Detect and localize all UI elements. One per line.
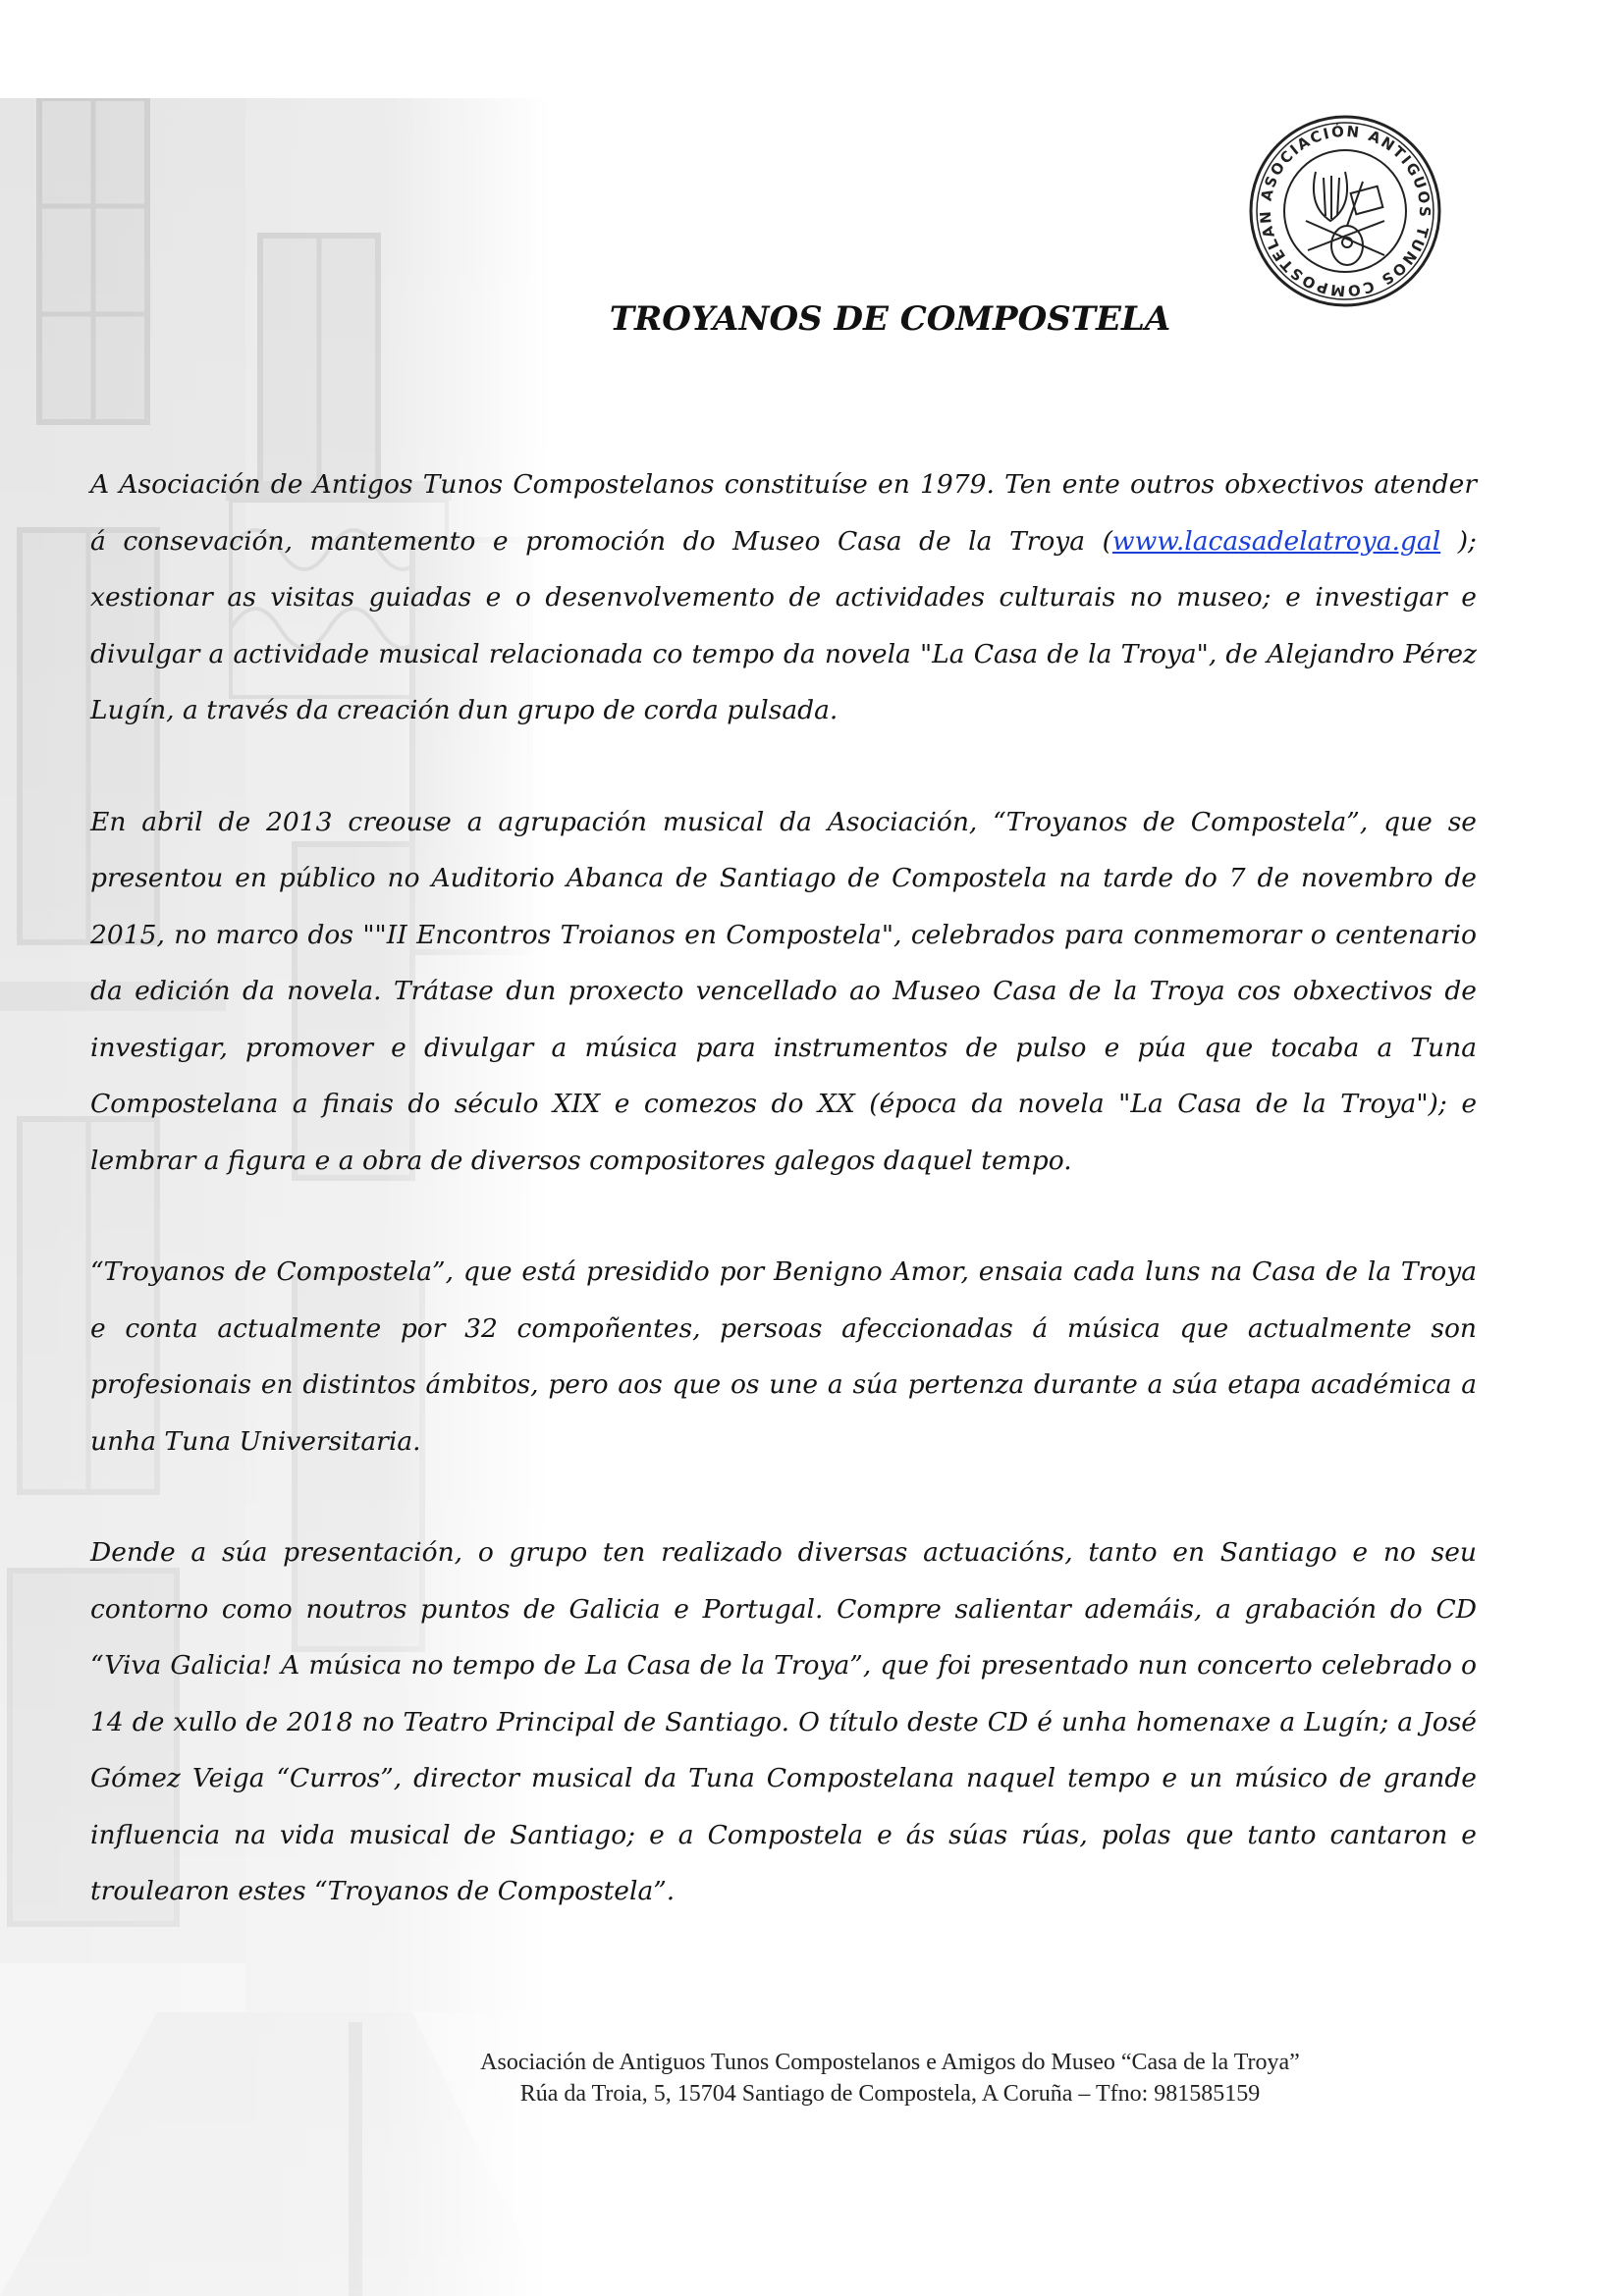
paragraph-2: En abril de 2013 creouse a agrupación musical da Asociación, “Troyanos de Compostela”, que se presentou en público no Auditorio Abanca de Santiago de Compostela na tarde do 7 de novembro de 2015, no marco dos ""II Encontros Troianos en Compostela", celebrados para conmemorar o centenario da edición da novela. Trátase dun proxecto vencellado ao Museo Casa de la Troya cos obxectivos de investigar, promover e divulgar a música para instrumentos de pulso e púa que tocaba a Tuna Compostelana a finais do século XIX e comezos do XX (época da novela "La Casa de la Troya"); e lembrar a figura e a obra de diversos compositores galegos daquel tempo.: [90, 806, 1477, 1176]
footer-association-name: Asociación de Antiguos Tunos Compostelanos e Amigos do Museo “Casa de la Troya”: [480, 2050, 1300, 2075]
paragraph-4: Dende a súa presentación, o grupo ten realizado diversas actuacións, tanto en Santiago e no seu contorno como noutros puntos de Galicia e Portugal. Compre salientar ademáis, a grabación do CD “Viva Galicia! A música no tempo de La Casa de la Troya”, que foi presentado nun concerto celebrado o 14 de xullo de 2018 no Teatro Principal de Santiago. O título deste CD é unha homenaxe a Lugín; a José Gómez Veiga “Curros”, director musical da Tuna Compostelana naquel tempo e un músico de grande influencia na vida musical de Santiago; e a Compostela e ás súas rúas, polas que tanto cantaron e troulearon estes “Troyanos de Compostela”.: [90, 1537, 1477, 1906]
paragraph-1-text-end: ); xestionar as visitas guiadas e o desenvolvemento de actividades culturais no museo; e investigar e divulgar a actividade musical relacionada co tempo da novela "La Casa de la Troya", de Alejandro Pérez Lugín, a través da creación dun grupo de corda pulsada.: [90, 525, 1477, 725]
paragraph-1: [90, 456, 1477, 739]
association-seal-logo: [1247, 113, 1443, 309]
paragraph-3: “Troyanos de Compostela”, que está presidido por Benigno Amor, ensaia cada luns na Casa de la Troya e conta actualmente por 32 compoñentes, persoas afeccionadas á música que actualmente son profesionais en distintos ámbitos, pero aos que os une a súa pertenza durante a súa etapa académica a unha Tuna Universitaria.: [90, 1256, 1477, 1457]
paragraph-1-text-start: A Asociación de Antigos Tunos Compostelanos constituíse en 1979. Ten ente outros obxectivos atender á consevación, mantemento e promoción do Museo Casa de la Troya (: [90, 469, 1477, 557]
footer: [0, 2047, 1623, 2109]
footer-address: Rúa da Troia, 5, 15704 Santiago de Compostela, A Coruña – Tfno: 981585159: [519, 2081, 1261, 2107]
museum-website-link[interactable]: www.lacasadelatroya.gal: [1111, 525, 1441, 557]
seal-ring-text: ASOCIACIÓN ANTIGUOS TUNOS COMPOSTELAN: [1256, 122, 1434, 300]
page-title: TROYANOS DE COMPOSTELA: [609, 299, 1171, 339]
document-body: [90, 456, 1477, 1975]
